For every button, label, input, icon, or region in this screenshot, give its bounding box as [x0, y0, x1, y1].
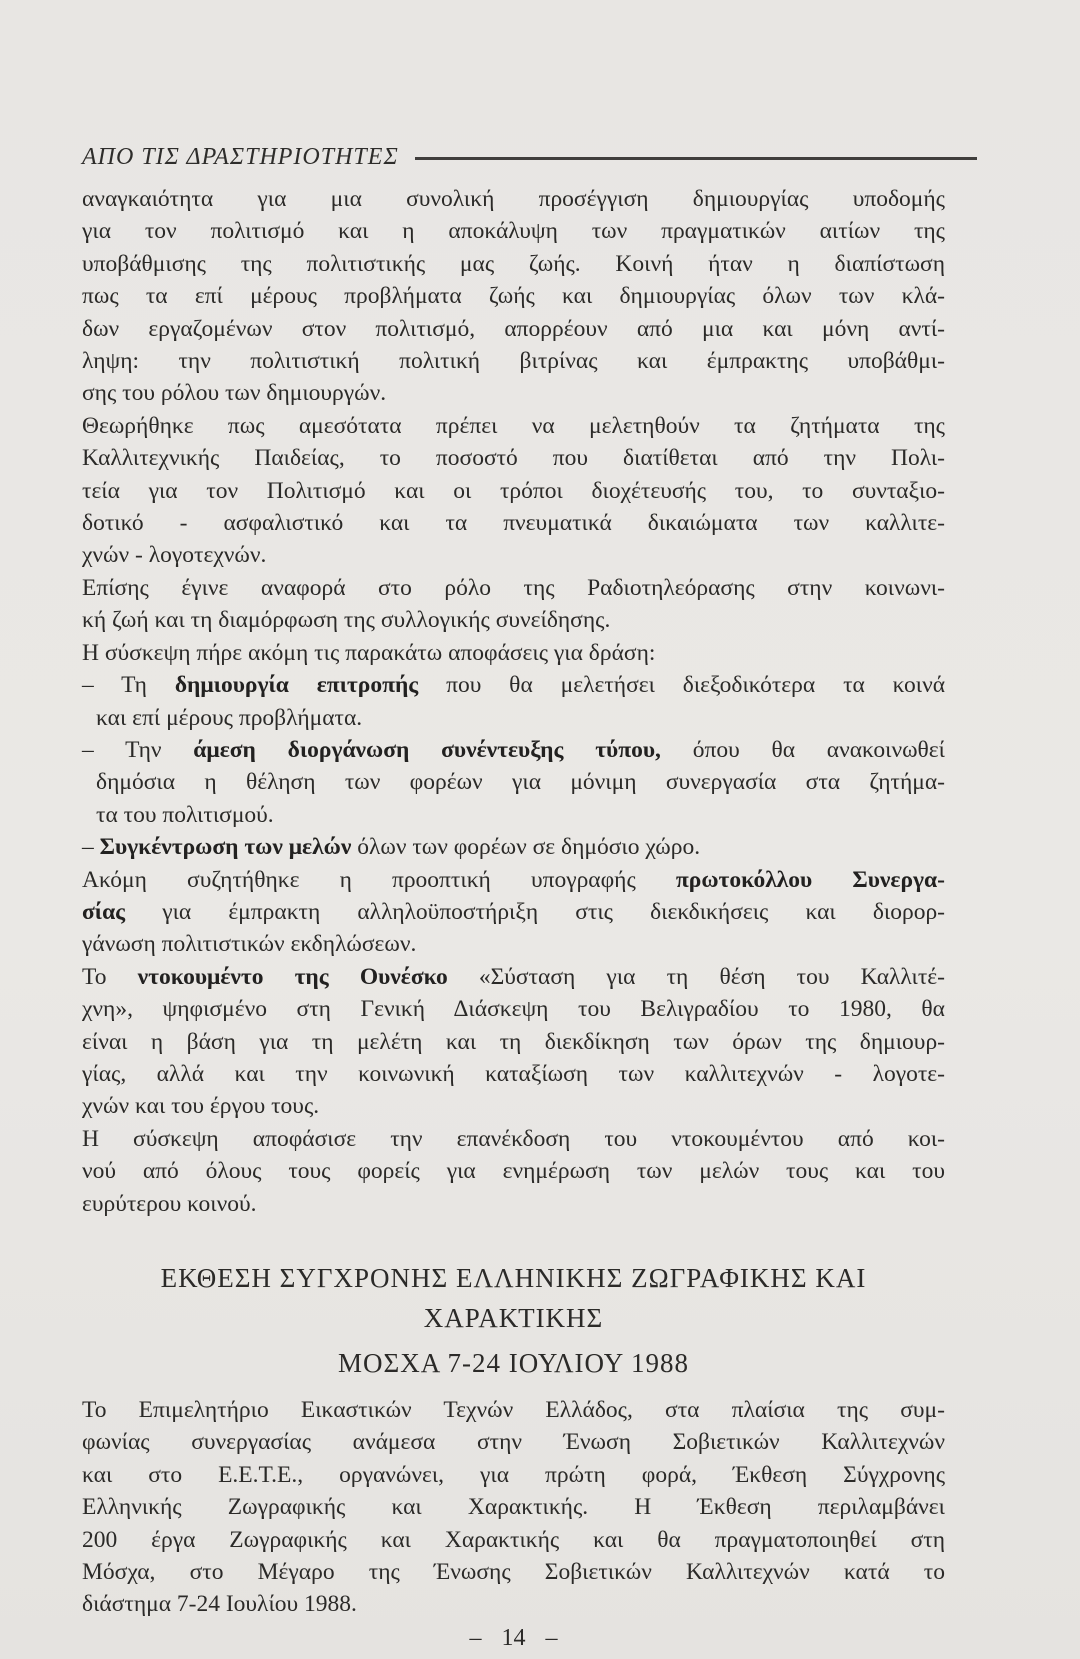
text-line	[82, 475, 945, 507]
text-segment: χνών - λογοτεχνών.	[82, 542, 267, 569]
text-line	[82, 734, 945, 766]
text-segment: – Την	[82, 736, 194, 763]
text-segment: δων εργαζομένων στον πολιτισμό, απορρέουν από μια και μόνη αντί-	[82, 315, 945, 342]
bold-text-segment: σίας	[82, 898, 126, 925]
text-segment: ευρύτερου κοινού.	[82, 1190, 257, 1217]
text-line	[82, 1026, 945, 1058]
text-segment: νού από όλους τους φορείς για ενημέρωση των μελών τους και του	[82, 1158, 945, 1185]
running-header	[82, 144, 977, 171]
text-segment: –	[82, 834, 100, 861]
text-line	[82, 1298, 945, 1338]
bold-text-segment: δημιουργία επιτροπής	[174, 672, 419, 699]
text-line	[82, 1258, 945, 1298]
text-line	[82, 539, 945, 571]
text-segment: τα του πολιτισμού.	[96, 801, 274, 828]
text-line	[82, 572, 945, 604]
text-line	[82, 1188, 945, 1220]
text-segment: 200 έργα Ζωγραφικής και Χαρακτικής και θα πραγματοποιηθεί στη	[82, 1526, 945, 1553]
text-line	[82, 637, 945, 669]
text-line	[82, 1426, 945, 1458]
text-line	[82, 1123, 945, 1155]
text-segment: Το	[82, 963, 138, 990]
bold-text-segment: ντοκουμέντο της Ουνέσκο	[137, 963, 448, 990]
text-line	[82, 993, 945, 1025]
text-segment: δημόσια η θέληση των φορέων για μόνιμη συνεργασία στα ζητήμα-	[96, 769, 945, 796]
section-body-text	[82, 1394, 945, 1621]
text-segment: ΕΚΘΕΣΗ ΣΥΓΧΡΟΝΗΣ ΕΛΛΗΝΙΚΗΣ ΖΩΓΡΑΦΙΚΗΣ ΚΑΙ	[160, 1263, 867, 1293]
text-segment: ληψη: την πολιτιστική πολιτική βιτρίνας και έμπρακτης υποβάθμι-	[82, 348, 945, 375]
text-line	[82, 961, 945, 993]
text-line	[82, 928, 945, 960]
text-line	[82, 1394, 945, 1426]
text-line	[82, 766, 945, 798]
text-segment: διάστημα 7-24 Ιουλίου 1988.	[82, 1591, 357, 1618]
text-line	[82, 1058, 945, 1090]
text-segment: σης του ρόλου των δημιουργών.	[82, 380, 387, 407]
text-segment: ΧΑΡΑΚΤΙΚΗΣ	[423, 1303, 604, 1333]
bold-text-segment: άμεση διοργάνωση συνέντευξης τύπου,	[193, 736, 661, 763]
text-segment: πως τα επί μέρους προβλήματα ζωής και δημιουργίας όλων των κλά-	[82, 283, 945, 310]
text-segment: Επίσης έγινε αναφορά στο ρόλο της Ραδιοτηλεόρασης στην κοινωνι-	[82, 574, 945, 601]
text-segment: Ελληνικής Ζωγραφικής και Χαρακτικής. Η Έκθεση περιλαμβάνει	[82, 1494, 945, 1521]
text-line	[82, 248, 945, 280]
text-line	[82, 410, 945, 442]
text-line	[82, 702, 945, 734]
text-line	[82, 669, 945, 701]
text-segment: φωνίας συνεργασίας ανάμεσα στην Ένωση Σοβιετικών Καλλιτεχνών	[82, 1429, 945, 1456]
text-segment: και στο Ε.Ε.Τ.Ε., οργανώνει, για πρώτη φορά, Έκθεση Σύγχρονης	[82, 1461, 945, 1488]
section-subheading: ΜΟΣΧΑ 7-24 ΙΟΥΛΙΟΥ 1988	[338, 1348, 689, 1378]
text-segment: «Σύσταση για τη θέση του Καλλιτέ-	[447, 963, 945, 990]
text-segment: – Τη	[82, 672, 175, 699]
text-segment: Η σύσκεψη αποφάσισε την επανέκδοση του ντοκουμέντου από κοι-	[82, 1125, 945, 1152]
text-line	[82, 507, 945, 539]
text-segment: Θεωρήθηκε πως αμεσότατα πρέπει να μελετηθούν τα ζητήματα της	[82, 412, 945, 439]
header-rule	[415, 157, 977, 160]
text-line	[82, 1090, 945, 1122]
text-segment: γάνωση πολιτιστικών εκδηλώσεων.	[82, 931, 417, 958]
text-line	[82, 1155, 945, 1187]
text-line	[82, 313, 945, 345]
text-segment: χνών και του έργου τους.	[82, 1093, 320, 1120]
text-line	[82, 799, 945, 831]
text-segment: δοτικό - ασφαλιστικό και τα πνευματικά δικαιώματα των καλλιτε-	[82, 510, 945, 537]
text-line	[82, 1459, 945, 1491]
text-segment: υποβάθμισης της πολιτιστικής μας ζωής. Κοινή ήταν η διαπίστωση	[82, 250, 945, 277]
running-header-title: ΑΠΟ ΤΙΣ ΔΡΑΣΤΗΡΙΟΤΗΤΕΣ	[82, 144, 399, 170]
text-segment: που θα μελετήσει διεξοδικότερα τα κοινά	[418, 672, 946, 699]
text-segment: αναγκαιότητα για μια συνολική προσέγγιση δημιουργίας υποδομής	[82, 186, 945, 212]
text-segment: όλων των φορέων σε δημόσιο χώρο.	[351, 834, 701, 861]
text-line	[82, 1556, 945, 1588]
text-line	[82, 896, 945, 928]
page-number: – 14 –	[469, 1624, 558, 1651]
text-line	[82, 864, 945, 896]
text-segment: γίας, αλλά και την κοινωνική καταξίωση των καλλιτεχνών - λογοτε-	[82, 1060, 945, 1087]
text-segment: κή ζωή και τη διαμόρφωση της συλλογικής συνείδησης.	[82, 607, 611, 634]
bold-text-segment: πρωτοκόλλου Συνεργα-	[675, 866, 945, 893]
text-line	[82, 1491, 945, 1523]
text-segment: είναι η βάση για τη μελέτη και τη διεκδίκηση των όρων της δημιουρ-	[82, 1028, 945, 1055]
text-segment: και επί μέρους προβλήματα.	[96, 704, 363, 731]
text-line	[82, 183, 945, 215]
text-line	[82, 345, 945, 377]
text-segment: Καλλιτεχνικής Παιδείας, το ποσοστό που διατίθεται από την Πολι-	[82, 445, 945, 472]
bold-text-segment: Συγκέντρωση των μελών	[99, 834, 352, 861]
text-segment: Το Επιμελητήριο Εικαστικών Τεχνών Ελλάδος, στα πλαίσια της συμ-	[82, 1397, 945, 1423]
text-line	[82, 215, 945, 247]
text-line	[82, 1588, 945, 1620]
text-segment: όπου θα ανακοινωθεί	[660, 736, 945, 763]
text-line	[82, 1524, 945, 1556]
text-line	[82, 280, 945, 312]
text-segment: Η σύσκεψη πήρε ακόμη τις παρακάτω αποφάσεις για δράση:	[82, 639, 656, 666]
text-segment: Ακόμη συζητήθηκε η προοπτική υπογραφής	[82, 866, 676, 893]
text-segment: χνη», ψηφισμένο στη Γενική Διάσκεψη του Βελιγραδίου το 1980, θα	[82, 996, 945, 1023]
body-text	[82, 183, 945, 1220]
text-segment: Μόσχα, στο Μέγαρο της Ένωσης Σοβιετικών Καλλιτεχνών κατά το	[82, 1559, 945, 1586]
text-segment: για τον πολιτισμό και η αποκάλυψη των πραγματικών αιτίων της	[82, 218, 945, 245]
text-segment: τεία για τον Πολιτισμό και οι τρόποι διοχέτευσής του, το συνταξιο-	[82, 477, 945, 504]
text-line	[82, 377, 945, 409]
text-line	[82, 831, 945, 863]
text-line	[82, 604, 945, 636]
text-segment: για έμπρακτη αλληλοϋποστήριξη στις διεκδικήσεις και διορορ-	[125, 898, 945, 925]
section-heading	[82, 1258, 945, 1338]
text-line	[82, 442, 945, 474]
